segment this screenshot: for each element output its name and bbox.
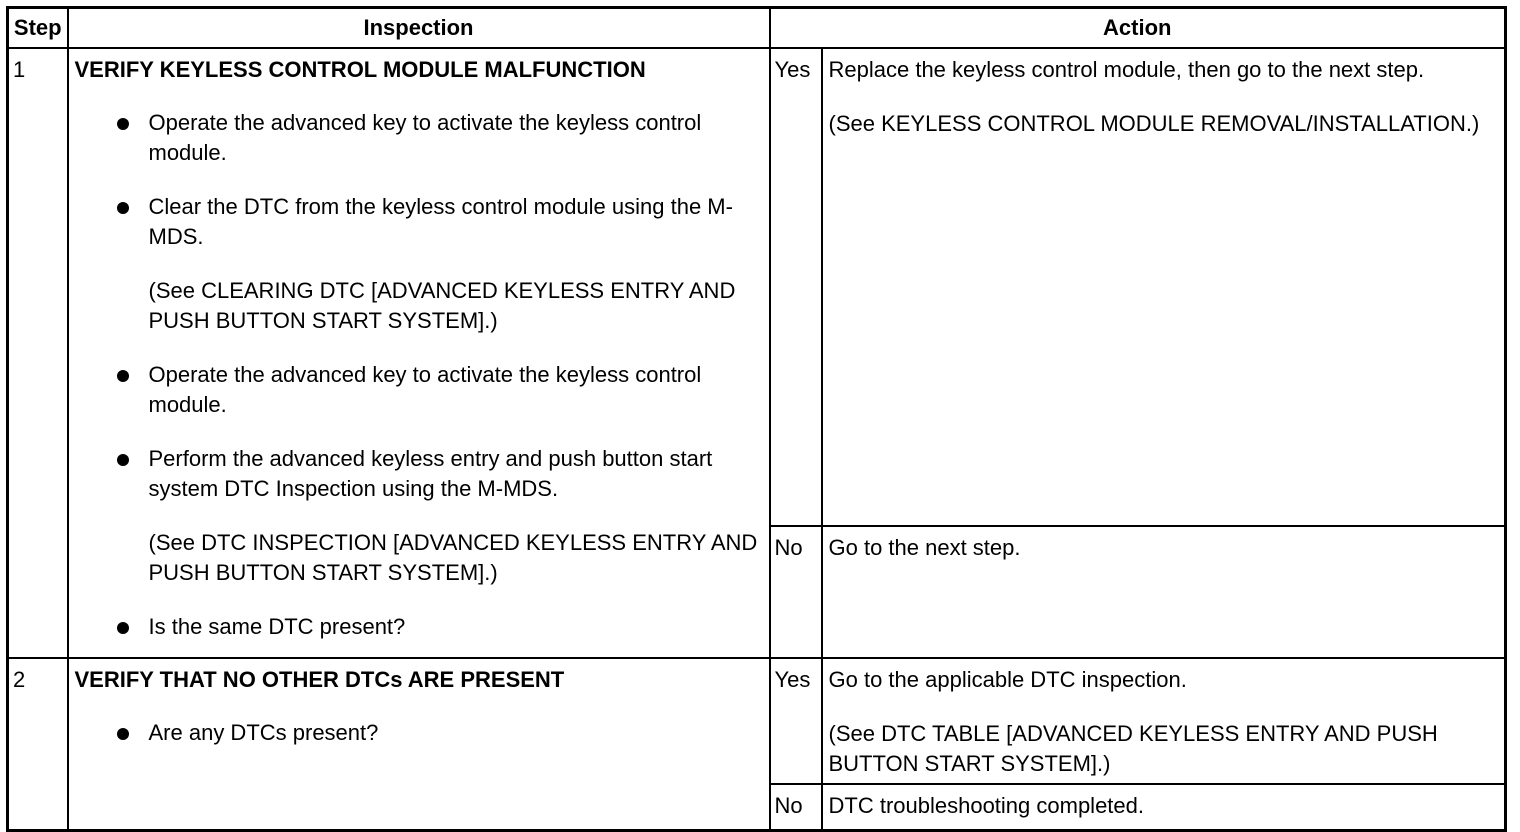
inspection-cell	[68, 658, 770, 831]
list-item-text: Perform the advanced keyless entry and push button start system DTC Inspection using the M-MDS.	[148, 446, 713, 501]
inspection-title: VERIFY KEYLESS CONTROL MODULE MALFUNCTION	[74, 57, 646, 82]
list-item	[75, 612, 761, 642]
yes-action-cell	[822, 658, 1506, 784]
inspection-list	[75, 612, 761, 642]
action-text: Go to the next step.	[828, 535, 1021, 560]
bullet-icon	[117, 728, 129, 740]
table-row	[8, 658, 1506, 784]
bullet-icon	[117, 454, 129, 466]
list-item	[75, 360, 761, 420]
inspection-cell	[68, 48, 770, 658]
header-action: Action	[770, 8, 1506, 49]
action-text: Go to the applicable DTC inspection.	[828, 667, 1187, 692]
action-text: Replace the keyless control module, then go to the next step.	[828, 57, 1425, 82]
reference-text: (See DTC INSPECTION [ADVANCED KEYLESS ENTRY AND PUSH BUTTON START SYSTEM].)	[148, 530, 758, 585]
inspection-list	[75, 718, 761, 748]
troubleshooting-table-wrapper	[6, 6, 1507, 832]
bullet-icon	[117, 370, 129, 382]
bullet-icon	[117, 118, 129, 130]
list-item	[75, 444, 761, 504]
yes-label: Yes	[770, 48, 822, 526]
list-item-text: Is the same DTC present?	[148, 614, 406, 639]
action-reference: (See DTC TABLE [ADVANCED KEYLESS ENTRY AND PUSH BUTTON START SYSTEM].)	[828, 721, 1438, 776]
list-item-text: Operate the advanced key to activate the keyless control module.	[148, 362, 702, 417]
list-item	[75, 192, 761, 252]
no-action-cell	[822, 784, 1506, 831]
bullet-icon	[117, 202, 129, 214]
header-step: Step	[8, 8, 68, 49]
no-label: No	[770, 526, 822, 658]
action-reference: (See KEYLESS CONTROL MODULE REMOVAL/INSTALLATION.)	[828, 111, 1480, 136]
list-item	[75, 108, 761, 168]
reference-text: (See CLEARING DTC [ADVANCED KEYLESS ENTRY AND PUSH BUTTON START SYSTEM].)	[148, 278, 736, 333]
yes-action-cell	[822, 48, 1506, 526]
inspection-title: VERIFY THAT NO OTHER DTCs ARE PRESENT	[74, 667, 565, 692]
yes-label: Yes	[770, 658, 822, 784]
header-row	[8, 8, 1506, 49]
no-action-cell	[822, 526, 1506, 658]
action-text: DTC troubleshooting completed.	[828, 793, 1144, 818]
step-number: 2	[8, 658, 68, 831]
inspection-list	[75, 360, 761, 504]
inspection-list	[75, 108, 761, 252]
no-label: No	[770, 784, 822, 831]
header-inspection: Inspection	[68, 8, 770, 49]
list-item	[75, 718, 761, 748]
troubleshooting-table	[6, 6, 1507, 832]
list-item-text: Are any DTCs present?	[148, 720, 379, 745]
step-number: 1	[8, 48, 68, 658]
table-row	[8, 48, 1506, 526]
list-item-text: Operate the advanced key to activate the keyless control module.	[148, 110, 702, 165]
bullet-icon	[117, 622, 129, 634]
list-item-text: Clear the DTC from the keyless control module using the M-MDS.	[148, 194, 733, 249]
